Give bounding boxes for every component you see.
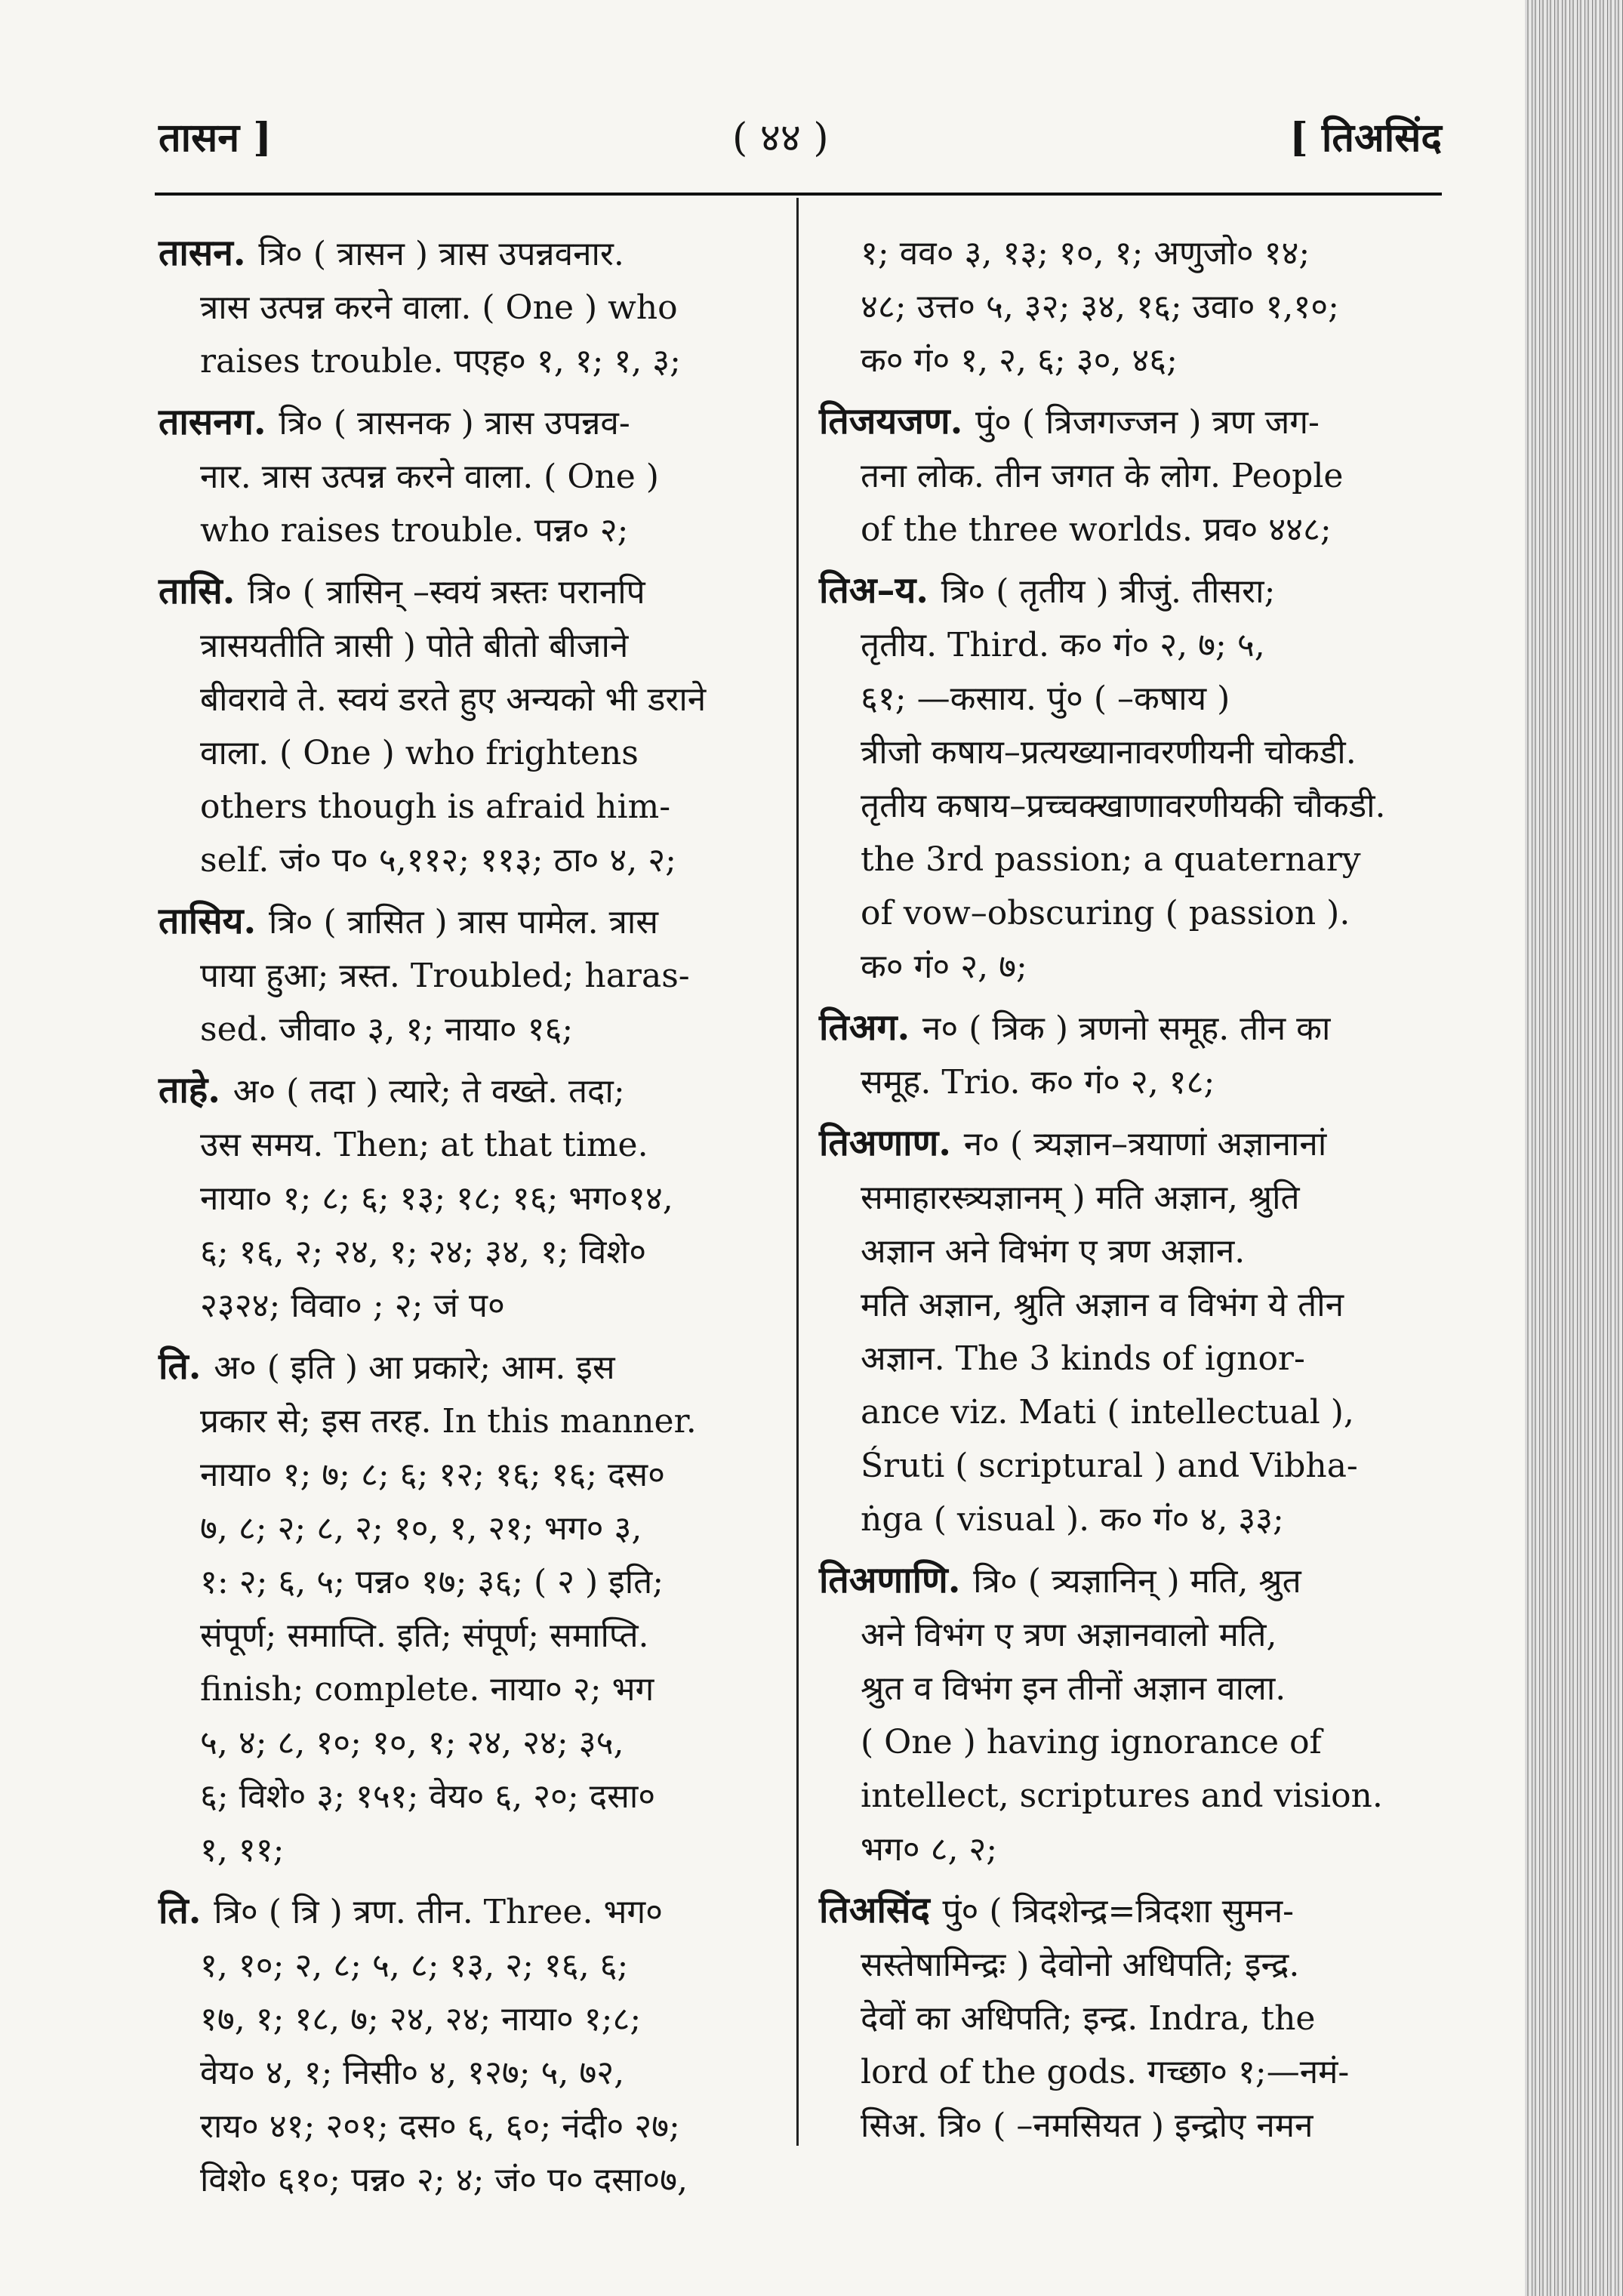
dictionary-entry: [159, 1885, 778, 2207]
entry-line: [159, 726, 778, 780]
entry-text: lord of the gods. गच्छा० १;—नमं-: [861, 2053, 1350, 2091]
entry-line: [159, 1885, 778, 1939]
entry-text: self. जं० प० ५,११२; ११३; ठा० ४, २;: [200, 841, 676, 880]
entry-text: तृतीय कषाय–प्रच्चक्खाणावरणीयकी चौकडी.: [861, 787, 1386, 825]
entry-line: [159, 334, 778, 388]
entry-text: who raises trouble. पन्न० २;: [200, 511, 629, 550]
entry-line: [819, 564, 1438, 618]
entry-text: नाया० १; ८; ६; १३; १८; १६; भग०१४,: [200, 1179, 673, 1218]
headword: तिजयजण.: [819, 400, 975, 442]
dictionary-entry: [819, 1884, 1438, 2153]
entry-text: क० गं० १, २, ६; ३०, ४६;: [861, 341, 1178, 380]
entry-line: [159, 619, 778, 673]
entry-line: [819, 833, 1438, 886]
headword: तासि.: [159, 570, 248, 612]
entry-line: [819, 1117, 1438, 1171]
page-edge-shadow: [1525, 0, 1623, 2296]
entry-line: [159, 1448, 778, 1502]
entry-text: उस समय. Then; at that time.: [200, 1126, 648, 1164]
entry-line: [819, 449, 1438, 503]
entry-text: सिअ. त्रि० ( –नमसियत ) इन्द्रोए नमन: [861, 2106, 1313, 2145]
entry-line: [159, 780, 778, 834]
dictionary-entry: [159, 565, 778, 887]
entry-line: [159, 895, 778, 949]
entry-text: of vow–obscuring ( passion ).: [861, 894, 1350, 932]
entry-text: of the three worlds. प्रव० ४४८;: [861, 510, 1332, 549]
column-divider: [796, 198, 799, 2146]
entry-text: त्रि० ( तृतीय ) त्रीजुं. तीसरा;: [941, 572, 1276, 611]
entry-line: [819, 1938, 1438, 1992]
headword: तिअणाण.: [819, 1122, 964, 1164]
entry-line: [159, 834, 778, 887]
headword: तासिय.: [159, 900, 269, 942]
entry-line: [159, 2153, 778, 2207]
entry-text: न० ( त्र्यज्ञान–त्रयाणां अज्ञानानां: [963, 1125, 1327, 1163]
page-header: [159, 102, 1442, 170]
entry-line: [819, 1171, 1438, 1225]
entry-line: [159, 1992, 778, 2046]
entry-text: मति अज्ञान, श्रुति अज्ञान व विभंग ये तीन: [861, 1286, 1344, 1324]
entry-line: [159, 2046, 778, 2100]
entry-line: [819, 1715, 1438, 1769]
entry-line: [159, 1279, 778, 1333]
entry-text: finish; complete. नाया० २; भग: [200, 1670, 654, 1709]
entry-text: नार. त्रास उत्पन्न करने वाला. ( One ): [200, 458, 659, 496]
entry-text: न० ( त्रिक ) त्रणनो समूह. तीन का: [922, 1009, 1331, 1048]
page-number: ( ४४ ): [732, 116, 829, 161]
entry-text: अने विभंग ए त्रण अज्ञानवालो मति,: [861, 1616, 1277, 1654]
entry-line: [159, 1823, 778, 1877]
entry-text: वाला. ( One ) who frightens: [200, 734, 639, 772]
entry-text: त्रि० ( त्र्यज्ञानिन् ) मति, श्रुत: [973, 1562, 1301, 1601]
entry-text: तृतीय. Third. क० गं० २, ७; ५,: [861, 626, 1265, 664]
entry-line: [159, 450, 778, 504]
headword: तासनग.: [159, 401, 279, 443]
entry-text: क० गं० २, ७;: [861, 948, 1027, 986]
entry-line: [159, 1663, 778, 1716]
entry-text: अ० ( तदा ) त्यारे; ते वख्ते. तदा;: [233, 1072, 625, 1111]
entry-line: [159, 1939, 778, 1992]
entry-text: १७, १; १८, ७; २४, २४; नाया० १;८;: [200, 2000, 642, 2039]
entry-text: raises trouble. पएह० १, १; १, ३;: [200, 342, 681, 381]
entry-text: प्रकार से; इस तरह. In this manner.: [200, 1402, 697, 1441]
entry-line: [819, 1662, 1438, 1715]
entry-text: the 3rd passion; a quaternary: [861, 840, 1361, 879]
entry-line: [819, 503, 1438, 556]
headword: तिअसिंद: [819, 1889, 943, 1931]
entry-text: अ० ( इति ) आ प्रकारे; आम. इस: [214, 1348, 615, 1387]
entry-line: [159, 1225, 778, 1279]
entry-text: ७, ८; २; ८, २; १०, १, २१; भग० ३,: [200, 1509, 642, 1548]
entry-text: सस्तेषामिन्द्रः ) देवोनो अधिपति; इन्द्र.: [861, 1946, 1300, 1984]
entry-text: भग० ८, २;: [861, 1830, 998, 1869]
entry-text: १: २; ६, ५; पन्न० १७; ३६; ( २ ) इति;: [200, 1563, 664, 1601]
entry-line: [159, 2100, 778, 2153]
entry-line: [819, 1439, 1438, 1493]
dictionary-entry: [159, 1064, 778, 1333]
entry-line: [819, 779, 1438, 833]
entry-text: ance viz. Mati ( intellectual ),: [861, 1393, 1354, 1432]
dictionary-entry: [159, 1340, 778, 1877]
entry-text: २३२४; विवा० ; २; जं प०: [200, 1287, 505, 1325]
entry-text: अज्ञान अने विभंग ए त्रण अज्ञान.: [861, 1232, 1246, 1271]
entry-text: तना लोक. तीन जगत के लोग. People: [861, 457, 1344, 495]
entry-line: [159, 1555, 778, 1609]
entry-line: [159, 1064, 778, 1118]
entry-text: वेय० ४, १; निसी० ४, १२७; ५, ७२,: [200, 2054, 625, 2092]
entry-text: त्रि० ( त्रासित ) त्रास पामेल. त्रास: [268, 903, 659, 942]
dictionary-entry: [819, 1001, 1438, 1109]
entry-text: Śruti ( scriptural ) and Vibha-: [861, 1447, 1358, 1485]
entry-line: [159, 227, 778, 281]
dictionary-entry: [819, 227, 1438, 387]
entry-line: [819, 1225, 1438, 1278]
entry-line: [159, 1118, 778, 1172]
entry-line: [819, 227, 1438, 280]
entry-line: [819, 1278, 1438, 1332]
entry-line: [159, 673, 778, 726]
headword: तिअ–य.: [819, 569, 941, 612]
entry-line: [159, 1340, 778, 1395]
entry-line: [819, 1769, 1438, 1823]
entry-text: समूह. Trio. क० गं० २, १८;: [861, 1063, 1215, 1102]
headword: ताहे.: [159, 1069, 233, 1111]
entry-line: [819, 395, 1438, 449]
entry-line: [819, 1608, 1438, 1662]
dictionary-entry: [159, 227, 778, 388]
entry-text: १, १०; २, ८; ५, ८; १३, २; १६, ६;: [200, 1946, 629, 1985]
entry-text: बीवरावे ते. स्वयं डरते हुए अन्यको भी डराने: [200, 680, 707, 719]
entry-text: राय० ४१; २०१; दस० ६, ६०; नंदी० २७;: [200, 2107, 680, 2146]
entry-line: [159, 1172, 778, 1225]
entry-text: अज्ञान. The 3 kinds of ignor-: [861, 1339, 1305, 1378]
entry-text: देवों का अधिपति; इन्द्र. Indra, the: [861, 1999, 1316, 2038]
entry-text: ṅga ( visual ). क० गं० ४, ३३;: [861, 1500, 1284, 1539]
entry-line: [159, 565, 778, 619]
entry-line: [819, 1554, 1438, 1608]
entry-text: त्रि० ( त्रासिन् –स्वयं त्रस्तः परानपि: [248, 573, 645, 612]
entry-text: ६; १६, २; २४, १; २४; ३४, १; विशे०: [200, 1233, 647, 1271]
header-right-guide-word: [ तिअसिंद: [1289, 115, 1442, 161]
dictionary-entry: [159, 396, 778, 557]
dictionary-entry: [819, 1117, 1438, 1546]
entry-line: [819, 618, 1438, 672]
entry-line: [159, 504, 778, 557]
entry-text: पुं० ( त्रिदशेन्द्र=त्रिदशा सुमन-: [942, 1892, 1295, 1931]
dictionary-entry: [159, 895, 778, 1056]
entry-text: श्रुत व विभंग इन तीनों अज्ञान वाला.: [861, 1669, 1286, 1708]
dictionary-entry: [819, 395, 1438, 556]
headword: तिअणाणि.: [819, 1559, 974, 1601]
header-left-guide-word: तासन ]: [159, 115, 272, 161]
entry-line: [159, 1609, 778, 1663]
entry-line: [819, 1001, 1438, 1056]
header-rule: [155, 193, 1442, 196]
entry-text: त्रि० ( त्रासन ) त्रास उपन्नवनार.: [258, 235, 624, 273]
entry-line: [159, 1502, 778, 1555]
entry-text: ६; विशे० ३; १५१; वेय० ६, २०; दसा०: [200, 1777, 656, 1816]
headword: ति.: [159, 1345, 214, 1388]
entry-text: त्रि० ( त्रि ) त्रण. तीन. Three. भग०: [214, 1893, 664, 1931]
entry-text: त्रि० ( त्रासनक ) त्रास उपन्नव-: [279, 404, 630, 442]
dictionary-entry: [819, 1554, 1438, 1876]
entry-text: त्रासयतीति त्रासी ) पोते बीतो बीजाने: [200, 627, 629, 665]
entry-line: [819, 1823, 1438, 1876]
entry-text: पुं० ( त्रिजगज्जन ) त्रण जग-: [975, 403, 1320, 442]
headword: तिअग.: [819, 1006, 922, 1049]
dictionary-entry: [819, 564, 1438, 994]
entry-text: intellect, scriptures and vision.: [861, 1777, 1383, 1815]
entry-line: [819, 334, 1438, 387]
entry-text: ( One ) having ignorance of: [861, 1723, 1322, 1761]
headword: ति.: [159, 1890, 214, 1932]
entry-line: [819, 280, 1438, 334]
left-column: [159, 227, 778, 2214]
entry-text: संपूर्ण; समाप्ति. इति; संपूर्ण; समाप्ति.: [200, 1616, 649, 1655]
entry-text: समाहारस्त्र्यज्ञानम् ) मति अज्ञान, श्रुति: [861, 1179, 1300, 1217]
entry-line: [159, 1395, 778, 1448]
entry-line: [819, 1332, 1438, 1385]
entry-text: ४८; उत्त० ५, ३२; ३४, १६; उवा० १,१०;: [861, 288, 1339, 326]
entry-text: others though is afraid him-: [200, 787, 671, 826]
entry-text: ५, ४; ८, १०; १०, १; २४, २४; ३५,: [200, 1724, 624, 1762]
entry-text: त्रीजो कषाय–प्रत्यख्यानावरणीयनी चोकडी.: [861, 733, 1357, 772]
entry-text: १; वव० ३, १३; १०, १; अणुजो० १४;: [861, 234, 1310, 273]
entry-line: [159, 1003, 778, 1056]
right-column: [819, 227, 1438, 2160]
entry-line: [819, 2045, 1438, 2099]
entry-line: [819, 672, 1438, 726]
entry-text: पाया हुआ; त्रस्त. Troubled; haras-: [200, 957, 690, 995]
entry-line: [819, 940, 1438, 994]
entry-line: [819, 2099, 1438, 2153]
entry-text: ६१; —कसाय. पुं० ( –कषाय ): [861, 680, 1230, 718]
entry-line: [819, 1056, 1438, 1109]
entry-line: [159, 281, 778, 334]
entry-line: [819, 1493, 1438, 1546]
entry-line: [819, 1385, 1438, 1439]
entry-line: [819, 1992, 1438, 2045]
entry-text: नाया० १; ७; ८; ६; १२; १६; १६; दस०: [200, 1456, 666, 1494]
entry-line: [819, 886, 1438, 940]
entry-line: [819, 1884, 1438, 1938]
entry-text: त्रास उत्पन्न करने वाला. ( One ) who: [200, 288, 678, 327]
entry-line: [159, 396, 778, 450]
headword: तासन.: [159, 232, 259, 274]
entry-text: विशे० ६१०; पन्न० २; ४; जं० प० दसा०७,: [200, 2161, 688, 2199]
entry-text: sed. जीवा० ३, १; नाया० १६;: [200, 1010, 574, 1049]
entry-text: १, ११;: [200, 1831, 285, 1869]
entry-line: [159, 1770, 778, 1823]
entry-line: [159, 1716, 778, 1770]
entry-line: [159, 949, 778, 1003]
entry-line: [819, 726, 1438, 779]
